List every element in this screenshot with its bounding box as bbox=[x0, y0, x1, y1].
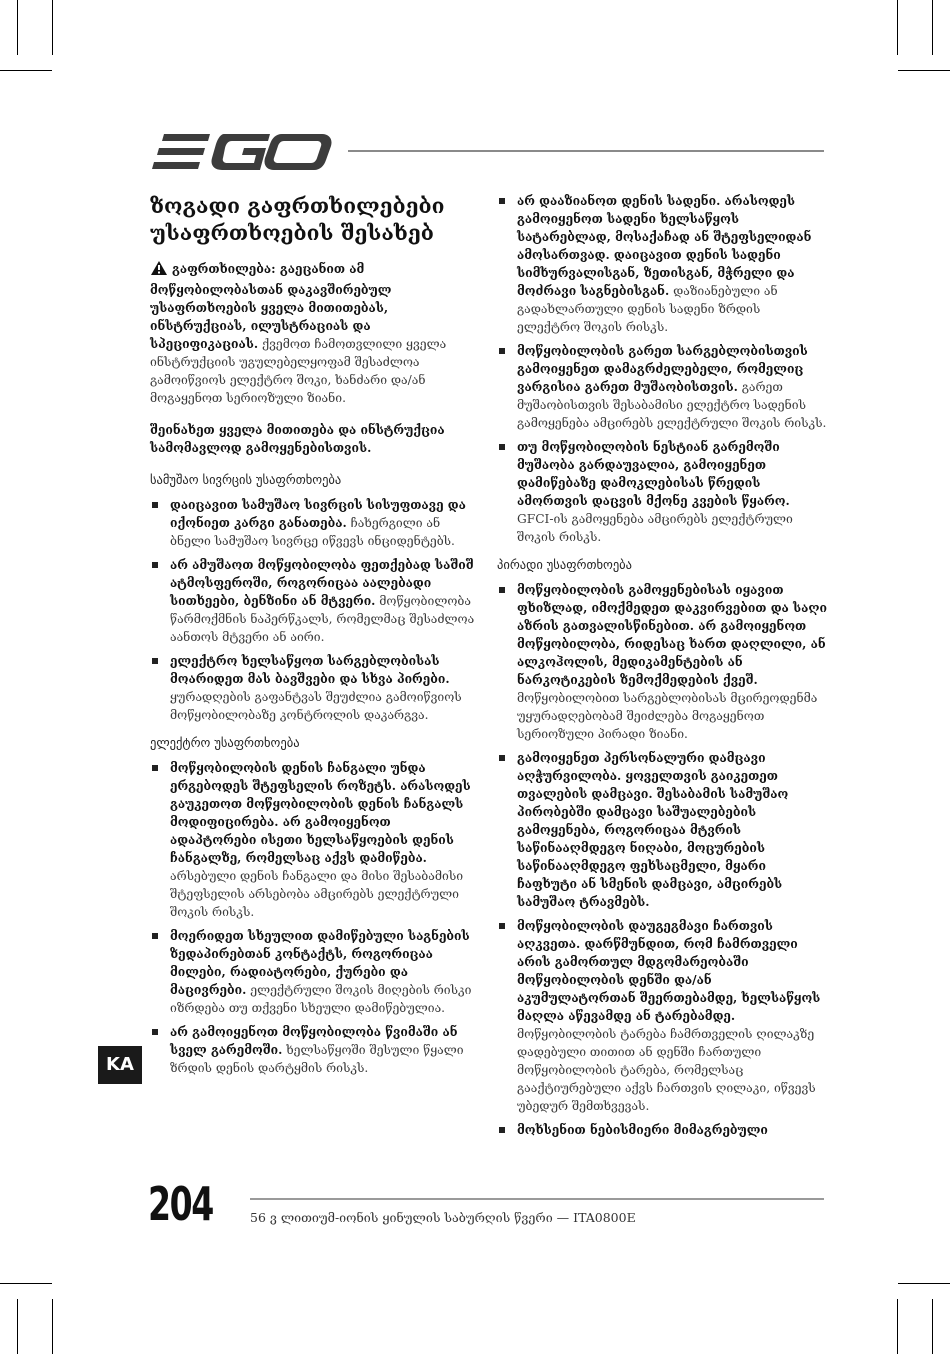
list-item: გამოიყენეთ პერსონალური დამცავი აღჭურვილობა. ყოველთვის გაიკეთეთ თვალების დამცავი. შესაბამის სამუშაო პირობებში დამცავი საშუალებების გამოყენება, როგორიცაა მტვრის საწინააღმდეგო ნიღაბი, მოცურების საწინააღმდეგო ფეხსაცმელი, მყარი ჩაფხუტი ან სმენის დამცავი, ამცირებს სამუშაო ტრავმებს. bbox=[497, 749, 827, 911]
bullet-square-icon bbox=[499, 198, 505, 204]
section-heading-electrical: ელექტრო უსაფრთხოება bbox=[150, 735, 300, 750]
crop-mark bbox=[932, 1299, 933, 1354]
bullet-square-icon bbox=[152, 933, 158, 939]
bullet-square-icon bbox=[152, 765, 158, 771]
bullet-square-icon bbox=[499, 755, 505, 761]
warning-triangle-icon bbox=[150, 260, 168, 281]
personal-safety-list bbox=[497, 581, 827, 1139]
crop-mark bbox=[897, 1299, 898, 1354]
crop-mark bbox=[932, 0, 933, 55]
list-item: დაიცავით სამუშაო სივრცის სისუფთავე და იქონიეთ კარგი განათება. ჩახერგილი ან ბნელი სამუშაო სივრცე იწვევს ინციდენტებს. bbox=[150, 496, 480, 550]
footer-rule bbox=[250, 1198, 824, 1200]
bullet-square-icon bbox=[152, 562, 158, 568]
electrical-list-continued bbox=[497, 192, 827, 546]
header-rule bbox=[348, 150, 824, 152]
list-item: მოწყობილობის დენის ჩანგალი უნდა ერგებოდეს შტეფსელის როზეტს. არასოდეს გაუკეთოთ მოწყობილობის დენის ჩანგალს მოდიფიცირება. არ გამოიყენოთ ადაპტორები ისეთი ხელსაწყოების დენის ჩანგალზე, რომელსაც აქვს დამიწება. არსებული დენის ჩანგალი და მისი შესაბამისი შტეფსელის არსებობა ამცირებს ელექტრული შოკის რისკს. bbox=[150, 759, 480, 921]
page-title: ზოგადი გაფრთხილებები უსაფრთხოების შესახებ bbox=[150, 193, 445, 245]
list-item: თუ მოწყობილობის ნესტიან გარემოში მუშაობა გარდაუვალია, გამოიყენეთ დამიწებაზე დამოკლებისას წრედის ამორთვის დაცვის მქონე კვების წყარო. GFCI-ის გამოყენება ამცირებს ელექტრული შოკის რისკს. bbox=[497, 438, 827, 546]
bullet-square-icon bbox=[152, 1029, 158, 1035]
list-item: მოხსენით ნებისმიერი მიმაგრებული bbox=[497, 1121, 827, 1139]
list-item: არ ამუშაოთ მოწყობილობა ფეთქებად საშიშ ატმოსფეროში, როგორიცაა აალებადი სითხეები, ბენზინი ან მტვერი. მოწყობილობა წარმოქმნის ნაპერწკალს, რომელმაც შესაძლოა აანთოს მტვერი ან აირი. bbox=[150, 556, 480, 646]
crop-mark bbox=[898, 1283, 950, 1284]
list-item: არ გამოიყენოთ მოწყობილობა წვიმაში ან სველ გარემოში. ხელსაწყოში შესული წყალი ზრდის დენის დარტყმის რისკს. bbox=[150, 1023, 480, 1077]
bullet-square-icon bbox=[152, 502, 158, 508]
list-item: არ დააზიანოთ დენის სადენი. არასოდეს გამოიყენოთ სადენი ხელსაწყოს სატარებლად, მოსაქაჩად ან შტეფსელიდან ამოსართვად. დაიცავით დენის სადენი სიმხურვალისგან, ზეთისგან, მჭრელი და მოძრავი საგნებისგან. დაზიანებული ან გადახლართული დენის სადენი ზრდის ელექტრო შოკის რისკს. bbox=[497, 192, 827, 336]
ego-logo bbox=[150, 132, 332, 172]
list-item: მოწყობილობის გარეთ სარგებლობისთვის გამოიყენეთ დამაგრძელებელი, რომელიც ვარგისია გარეთ მუშაობისთვის. გარეთ მუშაობისთვის შესაბამისი ელექტრო სადენის გამოყენება ამცირებს ელექტრული შოკის რისკს. bbox=[497, 342, 827, 432]
list-item: ელექტრო ხელსაწყოთ სარგებლობისას მოარიდეთ მას ბავშვები და სხვა პირები. ყურადღების გაფანტვას შეუძლია გამოიწვიოს მოწყობილობაზე კონტროლის დაკარგვა. bbox=[150, 652, 480, 724]
list-item: მოერიდეთ სხეულით დამიწებული საგნების ზედაპირებთან კონტაქტს, როგორიცაა მილები, რადიატორები, ქურები და მაცივრები. ელექტრული შოკის მიღების რისკი იზრდება თუ თქვენი სხეული დამიწებულია. bbox=[150, 927, 480, 1017]
crop-mark bbox=[17, 0, 18, 55]
list-item: მოწყობილობის გამოყენებისას იყავით ფხიზლად, იმოქმედეთ დაკვირვებით და საღი აზრის გათვალისწინებით. არ გამოიყენოთ მოწყობილობა, რიდესაც ხართ დაღლილი, ან ალკოჰოლის, მედიკამენტების ან ნარკოტიკების ზემოქმედების ქვეშ. მოწყობილობით სარგებლობისას მცირეოდენმა უყურადღებობამ შეიძლება მოგაყენოთ სერიოზული პირადი ზიანი. bbox=[497, 581, 827, 743]
crop-mark bbox=[17, 1299, 18, 1354]
warning-paragraph bbox=[150, 260, 480, 407]
bullet-square-icon bbox=[499, 348, 505, 354]
crop-mark bbox=[52, 0, 53, 55]
bullet-square-icon bbox=[499, 923, 505, 929]
bullet-square-icon bbox=[499, 1127, 505, 1133]
section-heading-work-area: სამუშაო სივრცის უსაფრთხოება bbox=[150, 472, 342, 487]
section-heading-personal: პირადი უსაფრთხოება bbox=[497, 557, 632, 572]
warning-normal-text: ქვემოთ ჩამოთვლილი ყველა ინსტრუქციის უგულებელყოფამ შესაძლოა გამოიწვიოს ელექტრო შოკი, ხანძარი და/ან მოგაყენოთ სერიოზული ზიანი. bbox=[150, 337, 447, 405]
bullet-square-icon bbox=[152, 658, 158, 664]
crop-mark bbox=[0, 70, 52, 71]
right-column bbox=[497, 192, 827, 1149]
electrical-list bbox=[150, 759, 480, 1077]
bullet-square-icon bbox=[499, 587, 505, 593]
crop-mark bbox=[897, 0, 898, 55]
language-tab: KA bbox=[98, 1046, 142, 1084]
footer-product-name: 56 ვ ლითიუმ-იონის ყინულის საბურღის წვერი — ITA0800E bbox=[250, 1210, 636, 1225]
page-number: 204 bbox=[148, 1177, 213, 1231]
left-column bbox=[150, 192, 480, 1087]
warning-bold-text: გაფრთხილება: გაეცანით ამ მოწყობილობასთან დაკავშირებულ უსაფრთხოების ყველა მითითებას, ინსტრუქციას, ილუსტრაციას და სპეციფიკაციას. bbox=[150, 262, 392, 351]
keep-instructions: შეინახეთ ყველა მითითება და ინსტრუქცია სამომავლოდ გამოყენებისთვის. bbox=[150, 423, 445, 455]
crop-mark bbox=[0, 1283, 52, 1284]
crop-mark bbox=[52, 1299, 53, 1354]
list-item: მოწყობილობის დაუგეგმავი ჩართვის აღკვეთა. დარწმუნდით, რომ ჩამრთველი არის გამორთულ მდგომარეობაში მოწყობილობის დენში და/ან აკუმულატორთან შეერთებამდე, ხელსაწყოს მაღლა აწევამდე ან ტარებამდე. მოწყობილობის ტარება ჩამრთველის ღილაკზე დადებული თითით ან დენში ჩართული მოწყობილობის ტარება, რომელსაც გააქტიურებული აქვს ჩართვის ღილაკი, იწვევს უბედურ შემთხვევას. bbox=[497, 917, 827, 1115]
bullet-square-icon bbox=[499, 444, 505, 450]
work-area-list bbox=[150, 496, 480, 724]
crop-mark bbox=[898, 70, 950, 71]
